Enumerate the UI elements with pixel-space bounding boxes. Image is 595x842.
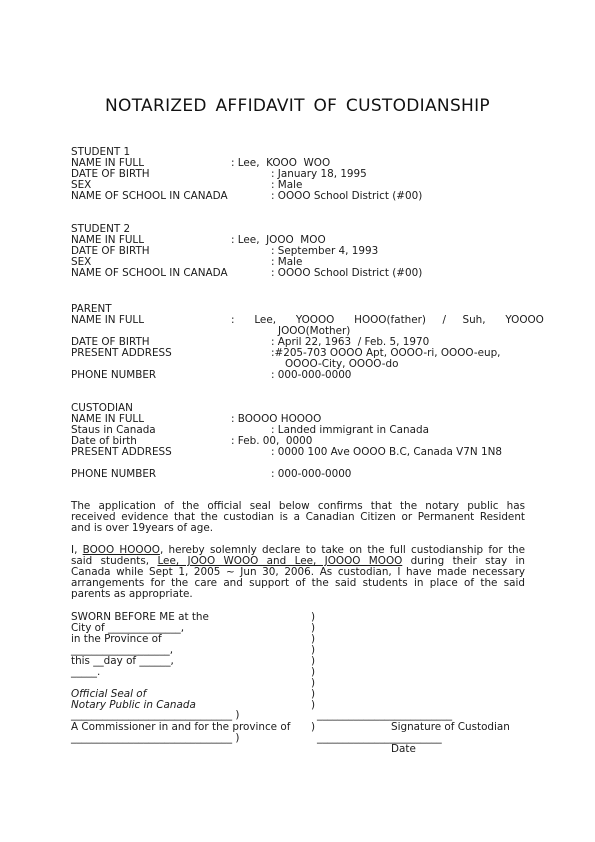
parent-address-label: PRESENT ADDRESS	[71, 347, 172, 359]
student2-name-label: NAME IN FULL	[71, 234, 145, 246]
declaration-text: said students,	[71, 555, 158, 567]
document-title: NOTARIZED AFFIDAVIT OF CUSTODIANSHIP	[105, 96, 490, 116]
paragraph1-line: The application of the official seal below confirms that the notary public has	[71, 500, 525, 512]
bracket-mark: )	[311, 677, 316, 689]
paragraph1-line: and is over 19years of age.	[71, 522, 214, 534]
bracket-mark: )	[311, 721, 316, 733]
custodian-heading: CUSTODIAN	[71, 402, 133, 414]
student1-name-value: : Lee, KOOO WOO	[231, 157, 331, 169]
student2-sex-label: SEX	[71, 256, 92, 268]
date-rule: ________________________	[317, 732, 442, 744]
bracket-mark: )	[311, 622, 316, 634]
custodian-name-underlined: BOOO HOOOO	[82, 544, 160, 556]
student1-heading: STUDENT 1	[71, 146, 131, 158]
parent-name-value-cont: JOOO(Mother)	[278, 325, 351, 337]
declaration-paragraph	[71, 545, 525, 600]
custodian-status-value: : Landed immigrant in Canada	[271, 424, 429, 436]
student1-sex-value: : Male	[271, 179, 303, 191]
sworn-province-line: in the Province of	[71, 633, 162, 645]
parent-dob-value: : April 22, 1963 / Feb. 5, 1970	[271, 336, 430, 348]
signature-rule: __________________________	[317, 709, 453, 721]
student1-school-value: : OOOO School District (#00)	[271, 190, 423, 202]
student2-sex-value: : Male	[271, 256, 303, 268]
student2-dob-label: DATE OF BIRTH	[71, 245, 150, 257]
custodian-phone-label: PHONE NUMBER	[71, 468, 157, 480]
seal-confirmation-paragraph	[71, 501, 525, 534]
parent-phone-label: PHONE NUMBER	[71, 369, 157, 381]
custodian-name-value: : BOOOO HOOOO	[231, 413, 322, 425]
custodian-dob-value: : Feb. 00, 0000	[231, 435, 313, 447]
sworn-city-line: City of ______________,	[71, 622, 185, 634]
bracket-mark: )	[311, 655, 316, 667]
student2-school-label: NAME OF SCHOOL IN CANADA	[71, 267, 228, 279]
parent-phone-value: : 000-000-0000	[271, 369, 352, 381]
sworn-day-line: this __day of ______,	[71, 655, 174, 667]
date-label: Date	[391, 743, 416, 755]
parent-name-label: NAME IN FULL	[71, 314, 145, 326]
student1-dob-value: : January 18, 1995	[271, 168, 367, 180]
bracket-mark: )	[311, 644, 316, 656]
sworn-year-blank: _____.	[71, 666, 101, 678]
parent-dob-label: DATE OF BIRTH	[71, 336, 150, 348]
bracket-mark: )	[311, 633, 316, 645]
student2-heading: STUDENT 2	[71, 223, 131, 235]
seal-label: Official Seal of	[71, 688, 147, 700]
parent-name-value: : Lee, YOOOO HOOO(father) / Suh, YOOOO	[231, 314, 544, 326]
declaration-text: I,	[71, 544, 83, 556]
student2-school-value: : OOOO School District (#00)	[271, 267, 423, 279]
sworn-province-blank: ___________________,	[71, 644, 174, 656]
paragraph1-line: received evidence that the custodian is a Canadian Citizen or Permanent Resident	[71, 511, 525, 523]
declaration-line: arrangements for the care and support of the said students in place of the said	[71, 577, 525, 589]
declaration-line: parents as appropriate.	[71, 588, 193, 600]
student-names-underlined: Lee, JOOO WOOO and Lee, JOOOO MOOO	[157, 555, 403, 567]
custodian-status-label: Staus in Canada	[71, 424, 156, 436]
student1-school-label: NAME OF SCHOOL IN CANADA	[71, 190, 228, 202]
bracket-mark: )	[311, 688, 316, 700]
commissioner-rule: _______________________________ )	[71, 732, 240, 744]
declaration-line: Canada while Sept 1, 2005 ~ Jun 30, 2006. As custodian, I have made necessary	[71, 566, 525, 578]
signature-label: Signature of Custodian	[391, 721, 510, 733]
student1-dob-label: DATE OF BIRTH	[71, 168, 150, 180]
custodian-address-value: : 0000 100 Ave OOOO B.C, Canada V7N 1N8	[271, 446, 502, 458]
bracket-mark: )	[311, 699, 316, 711]
sworn-line: SWORN BEFORE ME at the	[71, 611, 209, 623]
bracket-mark: )	[311, 666, 316, 678]
custodian-address-label: PRESENT ADDRESS	[71, 446, 172, 458]
student2-name-value: : Lee, JOOO MOO	[231, 234, 326, 246]
student1-name-label: NAME IN FULL	[71, 157, 145, 169]
parent-address-value: :#205-703 OOOO Apt, OOOO-ri, OOOO-eup,	[271, 347, 501, 359]
declaration-text: , hereby solemnly declare to take on the full custodianship for the	[159, 544, 526, 556]
custodian-name-label: NAME IN FULL	[71, 413, 145, 425]
custodian-dob-label: Date of birth	[71, 435, 137, 447]
seal-notary-label: Notary Public in Canada	[71, 699, 196, 711]
parent-heading: PARENT	[71, 303, 112, 315]
student2-dob-value: : September 4, 1993	[271, 245, 379, 257]
parent-address-value-cont: OOOO-City, OOOO-do	[285, 358, 399, 370]
student1-sex-label: SEX	[71, 179, 92, 191]
declaration-text: during their stay in	[402, 555, 526, 567]
bracket-mark: )	[311, 611, 316, 623]
commissioner-label: A Commissioner in and for the province of	[71, 721, 291, 733]
custodian-phone-value: : 000-000-0000	[271, 468, 352, 480]
commissioner-rule: _______________________________ )	[71, 709, 240, 721]
